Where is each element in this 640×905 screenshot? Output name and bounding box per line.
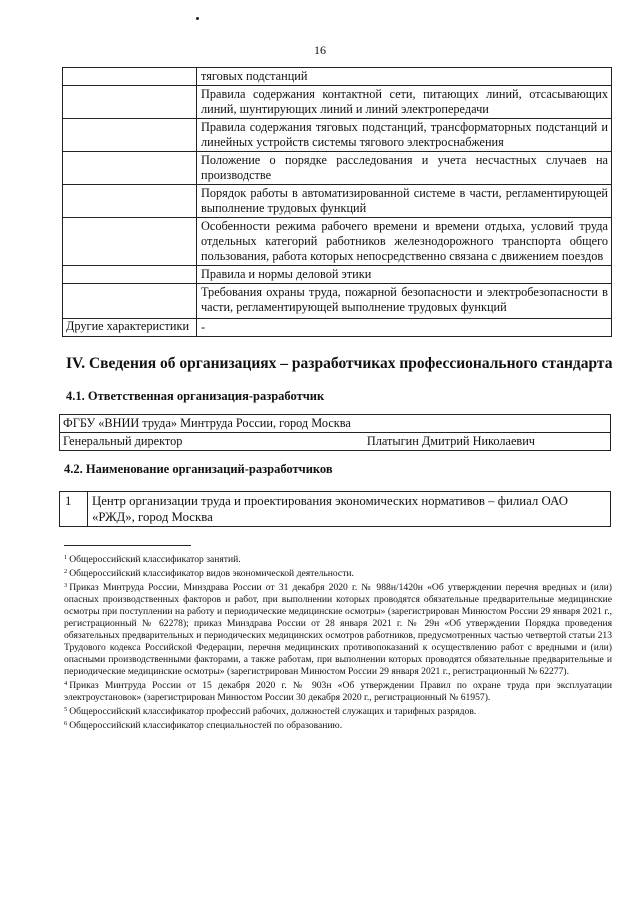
head-person: Платыгин Дмитрий Николаевич <box>366 434 535 448</box>
table-cell-right: Правила и нормы деловой этики <box>197 266 612 284</box>
table-cell-right: Правила содержания тяговых подстанций, трансформаторных подстанций и линейных устройств системы тягового электроснабжения <box>197 119 612 152</box>
footnotes <box>64 552 612 732</box>
footnote-text: Общероссийский классификатор специальностей по образованию. <box>69 720 343 731</box>
developer-name: Центр организации труда и проектирования экономических нормативов – филиал ОАО «РЖД», город Москва <box>88 492 611 527</box>
table-row <box>63 266 612 284</box>
table-cell-right: Порядок работы в автоматизированной системе в части, регламентирующей выполнение трудовых функций <box>197 185 612 218</box>
developers-table <box>59 491 611 527</box>
table-row <box>63 218 612 266</box>
footnote-mark: 3 <box>64 582 68 589</box>
other-characteristics-label: Другие характеристики <box>63 319 197 337</box>
footnote-text: Приказ Минтруда России, Минздрава России от 31 декабря 2020 г. № 988н/1420н «Об утверждении перечня вредных и (или) опасных производственных факторов и работ, при выполнении которых проводятся обязательные предварительные медицинские осмотры при поступлении на работу и периодические медицинские осмотры» (зарегистрирован Минюстом России 29 января 2021 г., регистрационный № 62278); приказ Минздрава России от 28 января 2021 г. № 29н «Об утверждении Порядка проведения обязательных предварительных и периодических медицинских осмотров работников, предусмотренных частью четвертой статьи 213 Трудового кодекса Российской Федерации, перечня медицинских противопоказаний к осуществлению работ с вредными и (или) опасными производственными факторами, а также работам, при выполнении которых проводятся обязательные предварительные и периодические медицинские осмотры» (зарегистрирован Минюстом России 29 января 2021 г., регистрационный № 62277). <box>64 582 612 677</box>
table-row <box>63 185 612 218</box>
table-cell-right: Особенности режима рабочего времени и времени отдыха, условий труда отдельных категорий работников железнодорожного транспорта общего пользования, работа которых непосредственно связана с движением поездов <box>197 218 612 266</box>
table-cell-left <box>63 68 197 86</box>
footnote <box>64 704 612 718</box>
table-cell-left <box>63 152 197 185</box>
table-cell-right: Правила содержания контактной сети, питающих линий, отсасывающих линий, шунтирующих линий и линий электропередачи <box>197 86 612 119</box>
scan-speck <box>196 17 199 20</box>
table-cell-left <box>63 284 197 319</box>
table-cell-left <box>63 218 197 266</box>
table-cell-left <box>63 86 197 119</box>
table-row <box>60 492 611 527</box>
page-number: 16 <box>314 43 326 57</box>
table-row <box>63 86 612 119</box>
footnote-mark: 2 <box>64 568 68 575</box>
footnote <box>64 552 612 566</box>
table-cell-left <box>63 119 197 152</box>
footnote-text: Общероссийский классификатор занятий. <box>69 554 241 565</box>
table-row <box>63 119 612 152</box>
subsection-title-developers: 4.2. Наименование организаций-разработчиков <box>64 462 333 476</box>
footnote-text: Общероссийский классификатор видов экономической деятельности. <box>69 568 354 579</box>
table-row <box>60 433 611 451</box>
footnote-separator <box>64 545 191 546</box>
table-row <box>63 284 612 319</box>
table-row <box>63 68 612 86</box>
footnote-mark: 4 <box>64 680 68 687</box>
footnote-mark: 6 <box>64 720 68 727</box>
other-characteristics-value: - <box>197 319 612 337</box>
org-name: ФГБУ «ВНИИ труда» Минтруда России, город Москва <box>60 415 611 433</box>
footnote-text: Общероссийский классификатор профессий рабочих, должностей служащих и тарифных разрядов. <box>69 706 477 717</box>
footnote <box>64 718 612 732</box>
table-cell-right: Требования охраны труда, пожарной безопасности и электробезопасности в части, регламентирующей выполнение трудовых функций <box>197 284 612 319</box>
org-head-cell <box>60 433 611 451</box>
footnote <box>64 566 612 580</box>
responsible-org-table <box>59 414 611 451</box>
table-row <box>63 319 612 337</box>
developer-number: 1 <box>60 492 88 527</box>
footnote <box>64 580 612 678</box>
footnote-mark: 5 <box>64 706 68 713</box>
footnote <box>64 678 612 704</box>
table-row <box>60 415 611 433</box>
footnote-text: Приказ Минтруда России от 15 декабря 2020 г. № 903н «Об утверждении Правил по охране труда при эксплуатации электроустановок» (зарегистрирован Минюстом России 30 декабря 2020 г., регистрационный № 61957). <box>64 680 612 703</box>
requirements-table <box>62 67 612 337</box>
table-row <box>63 152 612 185</box>
table-cell-right: Положение о порядке расследования и учета несчастных случаев на производстве <box>197 152 612 185</box>
head-role: Генеральный директор <box>63 434 183 448</box>
subsection-title-responsible-org: 4.1. Ответственная организация-разработчик <box>66 389 325 403</box>
section-title: IV. Сведения об организациях – разработчиках профессионального стандарта <box>66 355 613 372</box>
table-cell-right: тяговых подстанций <box>197 68 612 86</box>
table-cell-left <box>63 266 197 284</box>
table-cell-left <box>63 185 197 218</box>
footnote-mark: 1 <box>64 554 68 561</box>
